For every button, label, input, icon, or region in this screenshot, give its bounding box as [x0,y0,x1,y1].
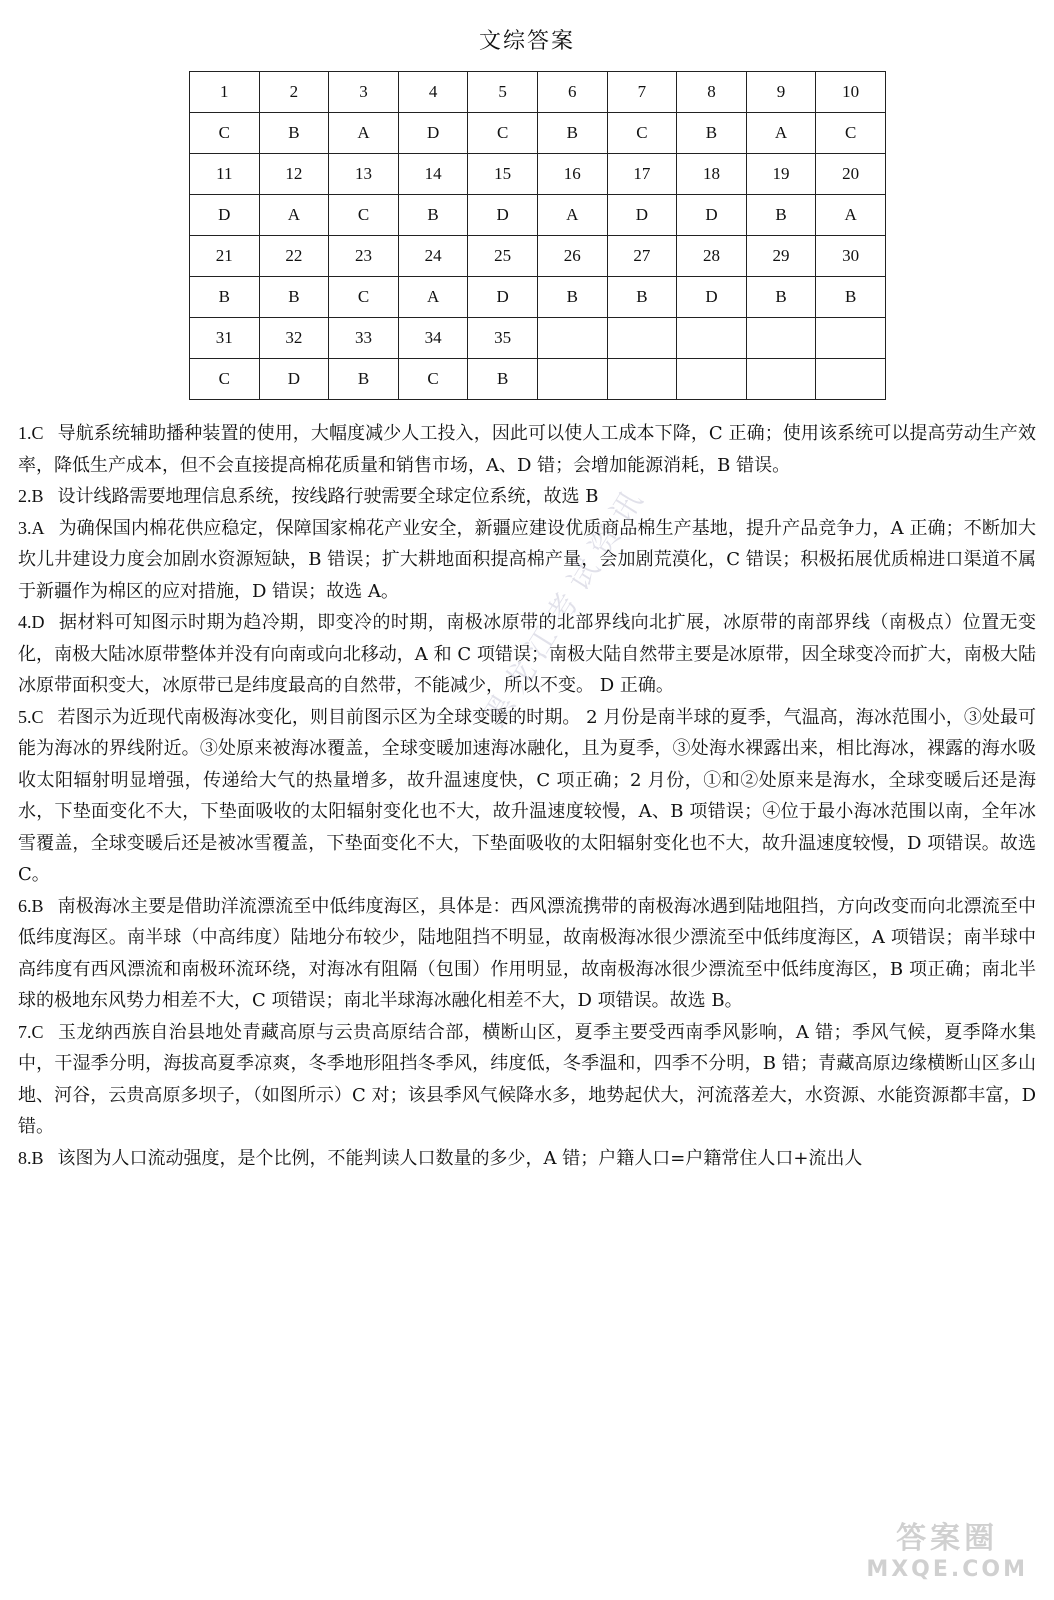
question-number-cell: 9 [746,72,816,113]
question-number: 5.C [18,706,44,727]
question-number-cell: 11 [190,154,260,195]
answer-cell: B [259,277,329,318]
question-number-cell: 17 [607,154,677,195]
question-number-cell: 5 [468,72,538,113]
question-number-cell: 10 [816,72,886,113]
explanation-text: 据材料可知图示时期为趋冷期，即变冷的时期，南极冰原带的北部界线向北扩展，冰原带的南部界线（南极点）位置无变化，南极大陆冰原带整体并没有向南或向北移动，A 和 C 项错误；南极大陆自然带主要是冰原带，因全球变冷而扩大，南极大陆冰原带面积变大，冰原带已是纬度最高的自然带，不能减少，所以不变。 D 正确。 [18,612,1036,696]
answer-cell: D [468,195,538,236]
explanation-item [18,702,1036,891]
answer-cell: D [468,277,538,318]
answer-cell: B [607,277,677,318]
answer-cell: C [190,113,260,154]
answer-table-row [190,195,886,236]
question-number-cell: 29 [746,236,816,277]
answer-cell: B [329,359,399,400]
answer-cell: A [746,113,816,154]
question-number-cell: 6 [537,72,607,113]
question-number-cell: 28 [677,236,747,277]
answer-cell: C [607,113,677,154]
explanation-text: 设计线路需要地理信息系统，按线路行驶需要全球定位系统，故选 B [57,486,599,507]
answer-cell: C [190,359,260,400]
answer-cell: D [677,277,747,318]
answer-cell: B [190,277,260,318]
answer-table-row [190,277,886,318]
question-number-cell: 25 [468,236,538,277]
answer-cell: B [816,277,886,318]
answer-cell: B [746,195,816,236]
answer-cell [677,359,747,400]
explanation-text: 为确保国内棉花供应稳定，保障国家棉花产业安全，新疆应建设优质商品棉生产基地，提升产品竞争力，A 正确；不断加大坎儿井建设力度会加剧水资源短缺，B 错误；扩大耕地面积提高棉产量，会加剧荒漠化，C 错误；积极拓展优质棉进口渠道不属于新疆作为棉区的应对措施，D 错误；故选 A。 [18,517,1036,602]
question-number: 3.A [18,517,45,538]
answer-cell: A [329,113,399,154]
question-number-cell: 14 [398,154,468,195]
answer-cell: D [259,359,329,400]
question-number-cell: 27 [607,236,677,277]
question-number-cell: 16 [537,154,607,195]
site-watermark [866,1513,1028,1582]
answer-cell: D [190,195,260,236]
explanation-item [18,481,1036,513]
answer-table-row [190,154,886,195]
question-number-cell: 33 [329,318,399,359]
answer-cell: B [677,113,747,154]
explanations [18,418,1036,1174]
question-number-cell: 23 [329,236,399,277]
answer-cell [607,359,677,400]
question-number-cell: 21 [190,236,260,277]
question-number-cell: 30 [816,236,886,277]
question-number-cell: 18 [677,154,747,195]
answer-cell: D [677,195,747,236]
answer-table-row [190,113,886,154]
watermark-line2: MXQE.COM [866,1557,1028,1582]
answer-cell: A [537,195,607,236]
question-number: 2.B [18,486,44,506]
question-number-cell: 24 [398,236,468,277]
question-number-cell: 13 [329,154,399,195]
question-number-cell: 4 [398,72,468,113]
answer-cell: A [816,195,886,236]
explanation-text: 导航系统辅助播种装置的使用，大幅度减少人工投入，因此可以使人工成本下降，C 正确；使用该系统可以提高劳动生产效率，降低生产成本，但不会直接提高棉花质量和销售市场，A、D 错；会增加能源消耗，B 错误。 [18,423,1036,476]
question-number-cell: 22 [259,236,329,277]
question-number: 7.C [18,1021,44,1042]
answer-cell: A [259,195,329,236]
explanation-text: 该图为人口流动强度，是个比例，不能判读人口数量的多少，A 错；户籍人口=户籍常住人口+流出人 [57,1147,863,1169]
question-number-cell: 12 [259,154,329,195]
answer-table-row [190,72,886,113]
explanation-item [18,418,1036,481]
answer-cell: C [816,113,886,154]
question-number-cell: 26 [537,236,607,277]
question-number-cell: 1 [190,72,260,113]
answer-table-row [190,236,886,277]
question-number: 8.B [18,1147,44,1168]
question-number-cell: 20 [816,154,886,195]
explanation-text: 玉龙纳西族自治县地处青藏高原与云贵高原结合部，横断山区，夏季主要受西南季风影响，A 错；季风气候，夏季降水集中，干湿季分明，海拔高夏季凉爽，冬季地形阻挡冬季风，纬度低，冬季温和，四季不分明，B 错；青藏高原边缘横断山区多山地、河谷，云贵高原多坝子，（如图所示）C 对；该县季风气候降水多，地势起伏大，河流落差大，水资源、水能资源都丰富，D 错。 [18,1021,1036,1137]
answer-cell: D [607,195,677,236]
explanation-item [18,891,1036,1017]
explanation-item [18,1017,1036,1143]
question-number: 4.D [18,612,45,632]
question-number-cell: 35 [468,318,538,359]
answer-cell: B [746,277,816,318]
question-number-cell: 15 [468,154,538,195]
answer-table [189,71,886,400]
answer-cell [816,359,886,400]
answer-cell: C [398,359,468,400]
answer-cell: C [329,277,399,318]
question-number-cell [677,318,747,359]
answer-table-row [190,318,886,359]
question-number-cell: 31 [190,318,260,359]
question-number-cell: 2 [259,72,329,113]
diagonal-stamp-watermark: 黑龙江考试资讯 [476,476,655,733]
question-number: 1.C [18,423,44,443]
question-number-cell: 3 [329,72,399,113]
page-title: 文综答案 [478,29,575,54]
answer-cell: B [398,195,468,236]
question-number-cell: 32 [259,318,329,359]
question-number-cell [537,318,607,359]
answer-cell [537,359,607,400]
explanation-text: 若图示为近现代南极海冰变化，则目前图示区为全球变暖的时期。 2 月份是南半球的夏季，气温高，海冰范围小，③处最可能为海冰的界线附近。③处原来被海冰覆盖，全球变暖加速海冰融化，且为夏季，③处海水裸露出来，相比海冰，裸露的海水吸收太阳辐射明显增强，传递给大气的热量增多，故升温速度快，C 项正确；2 月份，①和②处原来是海水，全球变暖后还是海水，下垫面变化不大，下垫面吸收的太阳辐射变化也不大，故升温速度较慢，A、B 项错误；④位于最小海冰范围以南，全年冰雪覆盖，全球变暖后还是被冰雪覆盖，下垫面变化不大，下垫面吸收的太阳辐射变化也不大，故升温速度较慢，D 项错误。故选 C。 [18,706,1036,885]
question-number-cell: 8 [677,72,747,113]
question-number-cell [746,318,816,359]
answer-cell [746,359,816,400]
question-number-cell: 34 [398,318,468,359]
answer-cell: A [398,277,468,318]
answer-cell: B [259,113,329,154]
answer-cell: B [537,277,607,318]
question-number-cell: 19 [746,154,816,195]
explanation-item [18,513,1036,608]
question-number-cell [816,318,886,359]
answer-cell: B [537,113,607,154]
explanation-item [18,1143,1036,1175]
explanation-text: 南极海冰主要是借助洋流漂流至中低纬度海区，具体是：西风漂流携带的南极海冰遇到陆地阻挡，方向改变而向北漂流至中低纬度海区。南半球（中高纬度）陆地分布较少，陆地阻挡不明显，故南极海冰很少漂流至中低纬度海区，A 项错误；南半球中高纬度有西风漂流和南极环流环绕，对海冰有阻隔（包围）作用明显，故南极海冰很少漂流至中低纬度海区，B 项正确；南北半球的极地东风势力相差不大，C 项错误；南北半球海冰融化相差不大，D 项错误。故选 B。 [18,895,1036,1011]
answer-cell: C [468,113,538,154]
answer-table-row [190,359,886,400]
question-number: 6.B [18,895,44,916]
watermark-line1: 答案圈 [896,1521,999,1556]
answer-cell: B [468,359,538,400]
answer-cell: C [329,195,399,236]
answer-cell: D [398,113,468,154]
question-number-cell [607,318,677,359]
question-number-cell: 7 [607,72,677,113]
